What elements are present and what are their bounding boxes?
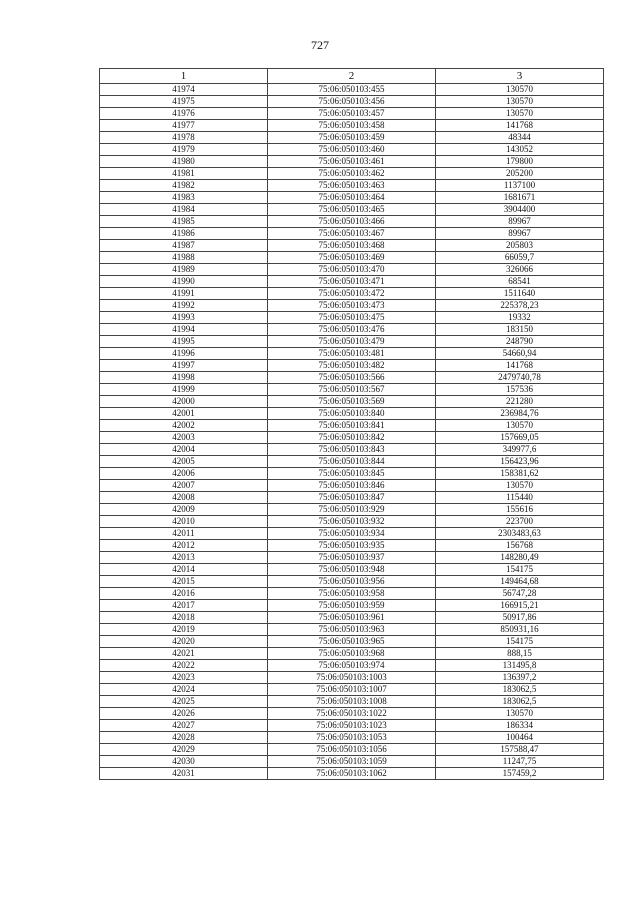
table-cell-col-1: 42005 [100,456,268,468]
table-cell-col-2: 75:06:050103:974 [268,660,436,672]
table-cell-col-1: 42020 [100,636,268,648]
table-cell-col-1: 42006 [100,468,268,480]
table-cell-col-2: 75:06:050103:961 [268,612,436,624]
table-cell-col-3: 130570 [436,480,604,492]
column-header-2: 2 [268,69,436,84]
table-cell-col-2: 75:06:050103:468 [268,240,436,252]
table-cell-col-1: 41992 [100,300,268,312]
table-row [100,756,604,768]
table-row [100,192,604,204]
table-row [100,636,604,648]
table-cell-col-3: 149464,68 [436,576,604,588]
table-cell-col-2: 75:06:050103:473 [268,300,436,312]
table-cell-col-3: 154175 [436,636,604,648]
table-row [100,684,604,696]
table-row [100,576,604,588]
table-row [100,504,604,516]
table-cell-col-1: 42003 [100,432,268,444]
table-cell-col-1: 42000 [100,396,268,408]
table-cell-col-3: 141768 [436,360,604,372]
table-cell-col-3: 48344 [436,132,604,144]
table-body [100,84,604,780]
table-cell-col-3: 179800 [436,156,604,168]
table-cell-col-2: 75:06:050103:472 [268,288,436,300]
table-cell-col-2: 75:06:050103:462 [268,168,436,180]
table-row [100,180,604,192]
table-cell-col-3: 89967 [436,216,604,228]
table-row [100,96,604,108]
table-cell-col-1: 42013 [100,552,268,564]
table-cell-col-2: 75:06:050103:464 [268,192,436,204]
table-cell-col-3: 130570 [436,108,604,120]
table-cell-col-2: 75:06:050103:845 [268,468,436,480]
table-cell-col-3: 143052 [436,144,604,156]
table-cell-col-1: 41983 [100,192,268,204]
table-cell-col-2: 75:06:050103:956 [268,576,436,588]
column-header-1: 1 [100,69,268,84]
table-cell-col-2: 75:06:050103:1022 [268,708,436,720]
table-row [100,216,604,228]
table-row [100,168,604,180]
table-row [100,252,604,264]
table-cell-col-1: 42010 [100,516,268,528]
table-cell-col-3: 183062,5 [436,684,604,696]
table-cell-col-1: 42030 [100,756,268,768]
table-cell-col-1: 42009 [100,504,268,516]
table-cell-col-1: 41987 [100,240,268,252]
table-cell-col-3: 141768 [436,120,604,132]
table-cell-col-2: 75:06:050103:948 [268,564,436,576]
table-row [100,264,604,276]
table-cell-col-3: 148280,49 [436,552,604,564]
table-row [100,612,604,624]
table-row [100,84,604,96]
table-cell-col-3: 183150 [436,324,604,336]
table-cell-col-2: 75:06:050103:567 [268,384,436,396]
table-cell-col-3: 205803 [436,240,604,252]
table-cell-col-3: 19332 [436,312,604,324]
table-cell-col-2: 75:06:050103:1003 [268,672,436,684]
table-cell-col-2: 75:06:050103:481 [268,348,436,360]
table-cell-col-3: 154175 [436,564,604,576]
table-cell-col-1: 42002 [100,420,268,432]
table-cell-col-3: 248790 [436,336,604,348]
table-cell-col-3: 11247,75 [436,756,604,768]
table-cell-col-3: 221280 [436,396,604,408]
table-row [100,480,604,492]
table-cell-col-1: 42026 [100,708,268,720]
table-cell-col-2: 75:06:050103:465 [268,204,436,216]
table-cell-col-1: 41977 [100,120,268,132]
table-cell-col-2: 75:06:050103:469 [268,252,436,264]
table-cell-col-3: 326066 [436,264,604,276]
table-cell-col-1: 41980 [100,156,268,168]
table-cell-col-2: 75:06:050103:842 [268,432,436,444]
table-cell-col-3: 100464 [436,732,604,744]
table-cell-col-2: 75:06:050103:456 [268,96,436,108]
table-cell-col-3: 3904400 [436,204,604,216]
table-cell-col-3: 1137100 [436,180,604,192]
table-cell-col-2: 75:06:050103:482 [268,360,436,372]
table-cell-col-2: 75:06:050103:968 [268,648,436,660]
table-cell-col-1: 41982 [100,180,268,192]
table-cell-col-2: 75:06:050103:467 [268,228,436,240]
table-cell-col-2: 75:06:050103:958 [268,588,436,600]
table-row [100,300,604,312]
table-cell-col-1: 42029 [100,744,268,756]
table-cell-col-1: 41986 [100,228,268,240]
table-cell-col-1: 42012 [100,540,268,552]
table-row [100,384,604,396]
table-cell-col-2: 75:06:050103:934 [268,528,436,540]
table-cell-col-1: 42027 [100,720,268,732]
table-cell-col-1: 42004 [100,444,268,456]
table-row [100,564,604,576]
table-cell-col-1: 42017 [100,600,268,612]
table-cell-col-3: 56747,28 [436,588,604,600]
table-cell-col-3: 186334 [436,720,604,732]
table-row [100,600,604,612]
table-cell-col-1: 42011 [100,528,268,540]
table-row [100,744,604,756]
table-row [100,432,604,444]
table-cell-col-2: 75:06:050103:466 [268,216,436,228]
table-row [100,156,604,168]
table-row [100,240,604,252]
table-cell-col-3: 130570 [436,84,604,96]
table-cell-col-3: 850931,16 [436,624,604,636]
table-row [100,672,604,684]
table-cell-col-2: 75:06:050103:843 [268,444,436,456]
table-cell-col-1: 41991 [100,288,268,300]
table-cell-col-2: 75:06:050103:846 [268,480,436,492]
table-cell-col-2: 75:06:050103:460 [268,144,436,156]
table-cell-col-1: 42031 [100,768,268,780]
table-cell-col-3: 155616 [436,504,604,516]
table-cell-col-2: 75:06:050103:932 [268,516,436,528]
table-cell-col-3: 1681671 [436,192,604,204]
table-cell-col-2: 75:06:050103:1062 [268,768,436,780]
table-cell-col-1: 42018 [100,612,268,624]
table-cell-col-1: 42016 [100,588,268,600]
table-cell-col-3: 157669,05 [436,432,604,444]
table-cell-col-2: 75:06:050103:1007 [268,684,436,696]
table-row [100,624,604,636]
page-number: 727 [311,38,329,52]
table-row [100,468,604,480]
table-cell-col-1: 41990 [100,276,268,288]
table-cell-col-2: 75:06:050103:959 [268,600,436,612]
table-cell-col-2: 75:06:050103:965 [268,636,436,648]
table-row [100,540,604,552]
table-cell-col-3: 130570 [436,420,604,432]
table-row [100,228,604,240]
table-cell-col-3: 130570 [436,96,604,108]
table-row [100,444,604,456]
table-cell-col-3: 2479740,78 [436,372,604,384]
table-row [100,288,604,300]
table-cell-col-2: 75:06:050103:937 [268,552,436,564]
table-cell-col-3: 349977,6 [436,444,604,456]
table-cell-col-2: 75:06:050103:1053 [268,732,436,744]
table-cell-col-1: 42022 [100,660,268,672]
table-row [100,696,604,708]
table-cell-col-1: 41989 [100,264,268,276]
table-cell-col-3: 157536 [436,384,604,396]
table-row [100,408,604,420]
table-cell-col-2: 75:06:050103:458 [268,120,436,132]
table-row [100,552,604,564]
table-cell-col-1: 41995 [100,336,268,348]
table-cell-col-2: 75:06:050103:470 [268,264,436,276]
table-cell-col-1: 41984 [100,204,268,216]
table-cell-col-1: 41975 [100,96,268,108]
table-cell-col-1: 42008 [100,492,268,504]
table-cell-col-3: 89967 [436,228,604,240]
table-cell-col-1: 41994 [100,324,268,336]
table-row [100,144,604,156]
table-row [100,420,604,432]
table-cell-col-2: 75:06:050103:840 [268,408,436,420]
table-cell-col-1: 41997 [100,360,268,372]
table-cell-col-3: 156768 [436,540,604,552]
table-row [100,648,604,660]
table-cell-col-1: 42007 [100,480,268,492]
table-row [100,492,604,504]
table-row [100,108,604,120]
table-row [100,720,604,732]
table-cell-col-1: 42015 [100,576,268,588]
table-cell-col-2: 75:06:050103:847 [268,492,436,504]
table-cell-col-3: 157588,47 [436,744,604,756]
table-cell-col-1: 42028 [100,732,268,744]
table-cell-col-3: 166915,21 [436,600,604,612]
table-cell-col-2: 75:06:050103:1059 [268,756,436,768]
table-cell-col-3: 54660,94 [436,348,604,360]
table-row [100,396,604,408]
table-cell-col-1: 42014 [100,564,268,576]
table-row [100,732,604,744]
table-cell-col-3: 68541 [436,276,604,288]
column-header-3: 3 [436,69,604,84]
table-cell-col-1: 41981 [100,168,268,180]
table-row [100,768,604,780]
table-cell-col-3: 1511640 [436,288,604,300]
table-cell-col-2: 75:06:050103:841 [268,420,436,432]
table-cell-col-1: 41996 [100,348,268,360]
table-cell-col-1: 42001 [100,408,268,420]
table-cell-col-3: 888,15 [436,648,604,660]
table-cell-col-2: 75:06:050103:963 [268,624,436,636]
table-row [100,348,604,360]
table-cell-col-1: 42024 [100,684,268,696]
table-row [100,120,604,132]
table-row [100,360,604,372]
table-cell-col-1: 41985 [100,216,268,228]
table-row [100,132,604,144]
table-cell-col-3: 225378,23 [436,300,604,312]
table-cell-col-2: 75:06:050103:566 [268,372,436,384]
table-cell-col-2: 75:06:050103:471 [268,276,436,288]
table-row [100,324,604,336]
table-cell-col-1: 42021 [100,648,268,660]
table-cell-col-1: 41976 [100,108,268,120]
table-cell-col-2: 75:06:050103:461 [268,156,436,168]
table-cell-col-3: 157459,2 [436,768,604,780]
table-cell-col-1: 41999 [100,384,268,396]
table-cell-col-1: 42023 [100,672,268,684]
table-cell-col-2: 75:06:050103:929 [268,504,436,516]
table-cell-col-3: 2303483,63 [436,528,604,540]
table-row [100,276,604,288]
table-cell-col-3: 131495,8 [436,660,604,672]
table-cell-col-3: 115440 [436,492,604,504]
table-row [100,372,604,384]
table-cell-col-1: 41978 [100,132,268,144]
table-cell-col-3: 205200 [436,168,604,180]
table-cell-col-3: 236984,76 [436,408,604,420]
table-cell-col-2: 75:06:050103:476 [268,324,436,336]
table-cell-col-3: 183062,5 [436,696,604,708]
table-row [100,204,604,216]
table-cell-col-2: 75:06:050103:935 [268,540,436,552]
table-cell-col-2: 75:06:050103:463 [268,180,436,192]
table-cell-col-3: 50917,86 [436,612,604,624]
table-row [100,660,604,672]
table-cell-col-2: 75:06:050103:479 [268,336,436,348]
table-cell-col-2: 75:06:050103:1056 [268,744,436,756]
table-row [100,528,604,540]
data-table [99,68,604,780]
table-cell-col-3: 156423,96 [436,456,604,468]
table-header-row [100,69,604,84]
table-cell-col-1: 41998 [100,372,268,384]
table-row [100,708,604,720]
table-cell-col-1: 42019 [100,624,268,636]
table-row [100,336,604,348]
table-cell-col-2: 75:06:050103:569 [268,396,436,408]
table-cell-col-2: 75:06:050103:844 [268,456,436,468]
table-cell-col-2: 75:06:050103:457 [268,108,436,120]
table-cell-col-2: 75:06:050103:455 [268,84,436,96]
table-cell-col-1: 41993 [100,312,268,324]
table-row [100,588,604,600]
table-cell-col-3: 130570 [436,708,604,720]
table-row [100,312,604,324]
table-cell-col-2: 75:06:050103:1023 [268,720,436,732]
table-row [100,516,604,528]
table-cell-col-3: 66059,7 [436,252,604,264]
table-cell-col-2: 75:06:050103:1008 [268,696,436,708]
table-cell-col-1: 42025 [100,696,268,708]
table-cell-col-1: 41974 [100,84,268,96]
table-cell-col-3: 136397,2 [436,672,604,684]
table-cell-col-1: 41988 [100,252,268,264]
table-cell-col-3: 223700 [436,516,604,528]
table-cell-col-2: 75:06:050103:459 [268,132,436,144]
table-cell-col-3: 158381,62 [436,468,604,480]
table-cell-col-2: 75:06:050103:475 [268,312,436,324]
table-cell-col-1: 41979 [100,144,268,156]
table-row [100,456,604,468]
